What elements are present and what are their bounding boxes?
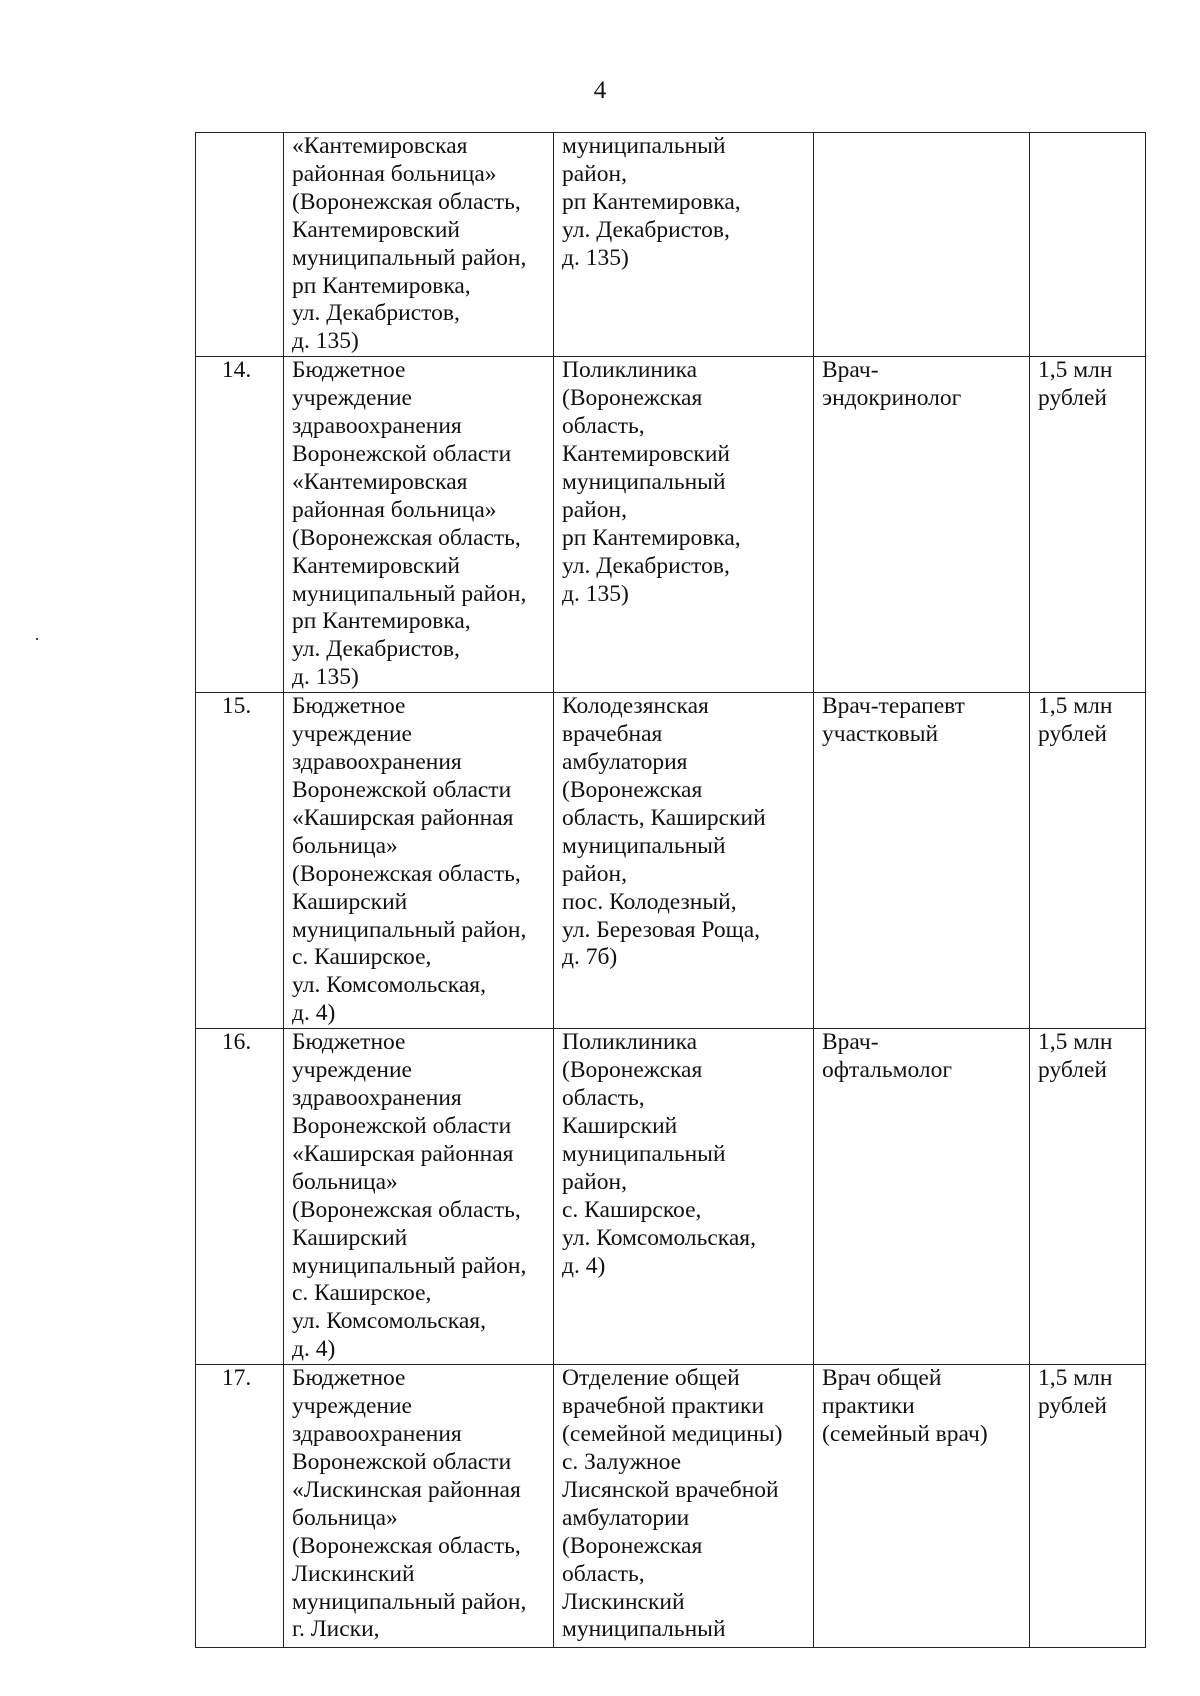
institution-cell: Бюджетное учреждение здравоохранения Воронежской области «Каширская районная больница» (Воронежская область, Каширский муниципальный район, с. Каширское, ул. Комсомольская, д. 4) (284, 1029, 554, 1365)
position-cell: Врач общей практики (семейный врач) (814, 1365, 1030, 1648)
institution-cell: Бюджетное учреждение здравоохранения Воронежской области «Лискинская районная больница» (Воронежская область, Лискинский муниципальный район, г. Лиски, (284, 1365, 554, 1648)
location-cell: Колодезянская врачебная амбулатория (Воронежская область, Каширский муниципальный район, пос. Колодезный, ул. Березовая Роща, д. 7б) (554, 693, 814, 1029)
table-row (196, 1029, 1146, 1365)
position-cell (814, 133, 1030, 357)
row-number-cell (196, 133, 284, 357)
vacancy-table (195, 132, 1146, 1648)
location-cell: муниципальный район, рп Кантемировка, ул. Декабристов, д. 135) (554, 133, 814, 357)
amount-cell: 1,5 млн рублей (1030, 357, 1146, 693)
amount-cell: 1,5 млн рублей (1030, 1365, 1146, 1648)
position-cell: Врач- эндокринолог (814, 357, 1030, 693)
row-number-cell: 17. (196, 1365, 284, 1648)
institution-cell: Бюджетное учреждение здравоохранения Воронежской области «Каширская районная больница» (Воронежская область, Каширский муниципальный район, с. Каширское, ул. Комсомольская, д. 4) (284, 693, 554, 1029)
institution-cell: Бюджетное учреждение здравоохранения Воронежской области «Кантемировская районная больница» (Воронежская область, Кантемировский муниципальный район, рп Кантемировка, ул. Декабристов, д. 135) (284, 357, 554, 693)
position-cell: Врач- офтальмолог (814, 1029, 1030, 1365)
location-cell: Поликлиника (Воронежская область, Кантемировский муниципальный район, рп Кантемировка, ул. Декабристов, д. 135) (554, 357, 814, 693)
table-row (196, 357, 1146, 693)
amount-cell: 1,5 млн рублей (1030, 1029, 1146, 1365)
table-row (196, 693, 1146, 1029)
page-number: 4 (593, 77, 607, 104)
table-row (196, 133, 1146, 357)
table-row (196, 1365, 1146, 1648)
amount-cell (1030, 133, 1146, 357)
row-number-cell: 15. (196, 693, 284, 1029)
location-cell: Отделение общей врачебной практики (семейной медицины) с. Залужное Лисянской врачебной амбулатории (Воронежская область, Лискинский муниципальный (554, 1365, 814, 1648)
row-number-cell: 14. (196, 357, 284, 693)
amount-cell: 1,5 млн рублей (1030, 693, 1146, 1029)
row-number-cell: 16. (196, 1029, 284, 1365)
location-cell: Поликлиника (Воронежская область, Каширский муниципальный район, с. Каширское, ул. Комсомольская, д. 4) (554, 1029, 814, 1365)
institution-cell: «Кантемировская районная больница» (Воронежская область, Кантемировский муниципальный район, рп Кантемировка, ул. Декабристов, д. 135) (284, 133, 554, 357)
position-cell: Врач-терапевт участковый (814, 693, 1030, 1029)
scan-speck (36, 638, 38, 640)
